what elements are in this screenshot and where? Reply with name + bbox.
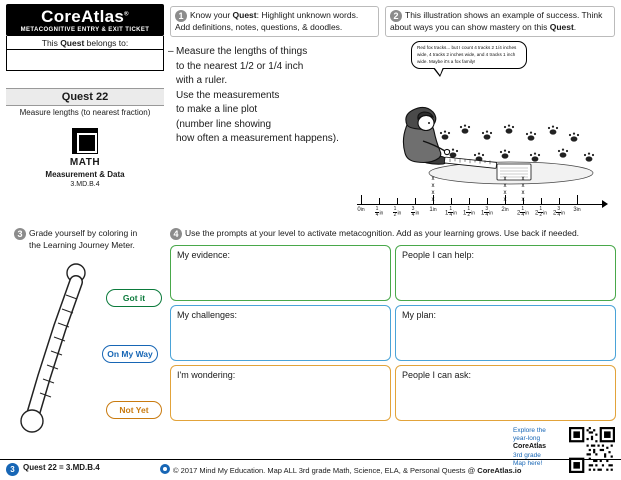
tick-3-unit: in <box>415 210 420 217</box>
panel4-prompt-text: Use the prompts at your level to activate metacognition. Add as your learning grows. Use back if needed. <box>185 228 580 238</box>
tick-7 <box>487 198 488 205</box>
tick-12-unit: in <box>576 207 581 213</box>
qr-line4: Map here! <box>513 460 543 468</box>
quest-number: Quest 22 <box>6 88 164 106</box>
logo-subtitle: METACOGNITIVE ENTRY & EXIT TICKET <box>20 27 150 33</box>
tick-6-den: 2 <box>467 212 471 219</box>
plot-mark-2in-2: x <box>503 190 507 196</box>
tick-1-num: 1 <box>375 206 379 212</box>
tick-2-num: 1 <box>393 206 397 212</box>
panel2-prompt-post: . <box>573 22 577 32</box>
grade-badge: 3 <box>6 463 19 476</box>
tick-3-num: 3 <box>411 206 415 212</box>
plot-mark-2quarter-1: x <box>521 197 525 203</box>
tick-5-unit: in <box>453 210 458 217</box>
tick-2 <box>397 198 398 205</box>
tick-11-den: 4 <box>557 212 561 219</box>
tick-0-whole: 0 <box>357 207 361 213</box>
footer-left <box>6 463 100 476</box>
tick-7-unit: in <box>489 210 494 217</box>
tick-1-unit: in <box>379 210 384 217</box>
meter-level-on-my-way[interactable]: On My Way <box>102 345 158 363</box>
tick-5-den: 4 <box>449 212 453 219</box>
qr-line1: Explore the <box>513 427 546 434</box>
quest-text-line-0: Measure the lengths of things <box>176 46 308 58</box>
coreatlas-logo <box>6 4 164 36</box>
tick-11-num: 3 <box>557 206 561 212</box>
tick-8-unit: in <box>504 207 509 213</box>
logo-core: Core <box>41 7 82 26</box>
belongs-quest-word: Quest <box>60 38 85 48</box>
cell-people-i-can-help[interactable]: People I can help: <box>395 245 616 301</box>
cell-my-plan[interactable]: My plan: <box>395 305 616 361</box>
math-square-icon <box>72 128 98 154</box>
subject-name: MATH <box>69 157 101 168</box>
quest-identity-block <box>6 88 164 117</box>
plot-mark-1in-1: x <box>431 197 435 203</box>
dash-marker: – <box>168 46 174 58</box>
tick-4-unit: in <box>432 207 437 213</box>
panel3-prompt-line2: the Learning Journey Meter. <box>29 240 135 250</box>
panel2-prompt-box <box>385 6 615 37</box>
panel1-prompt-text <box>175 10 358 32</box>
subject-block <box>6 128 164 188</box>
cell-my-challenges[interactable]: My challenges: <box>170 305 391 361</box>
panel3-prompt <box>14 228 166 251</box>
illustration-artwork <box>393 85 603 185</box>
number-line-arrow <box>602 200 608 208</box>
quest-text-line-2: with a ruler. <box>176 75 228 87</box>
prompt-grid <box>170 245 616 421</box>
plot-mark-2quarter-4: x <box>521 176 525 182</box>
tick-0 <box>361 195 362 205</box>
belongs-suffix: belongs to: <box>84 38 129 48</box>
quest-text-line-5: (number line showing <box>176 118 272 130</box>
panel1-prompt-pre: Know your <box>190 10 233 20</box>
standard-code: 3.MD.B.4 <box>70 181 100 188</box>
panel-know-your-quest <box>170 6 379 147</box>
student-name-field[interactable] <box>6 50 164 71</box>
panel2-prompt-quest: Quest <box>549 22 574 32</box>
plot-mark-2in-1: x <box>503 197 507 203</box>
tick-label-12 <box>566 207 588 213</box>
quest-text-line-6: how often a measurement happens). <box>176 133 339 145</box>
tick-11-whole: 2 <box>552 210 557 217</box>
tick-1 <box>379 198 380 205</box>
tick-1-den: 4 <box>375 212 379 219</box>
line-plot-number-line <box>357 176 607 226</box>
tick-7-den: 4 <box>485 212 489 219</box>
step-2-badge: 2 <box>390 10 402 22</box>
belongs-to-label <box>6 36 164 50</box>
logo-trademark: ® <box>124 11 129 18</box>
tick-2-unit: in <box>397 210 402 217</box>
panel3-prompt-line1: Grade yourself by coloring in <box>29 228 138 238</box>
tick-6-unit: in <box>471 210 476 217</box>
cell-my-evidence[interactable]: My evidence: <box>170 245 391 301</box>
tick-8-whole: 2 <box>501 207 505 213</box>
plot-mark-1in-2: x <box>431 190 435 196</box>
tick-10 <box>541 198 542 205</box>
panel2-prompt-pre: This illustration shows an example of success. Think about ways you can show mastery on this <box>390 10 603 32</box>
brand-block <box>6 4 164 71</box>
tick-6-whole: 1 <box>462 210 467 217</box>
tick-10-num: 1 <box>539 206 543 212</box>
tick-4-whole: 1 <box>429 207 433 213</box>
footer-site-core: Core <box>477 466 495 475</box>
tick-5-num: 1 <box>449 206 453 212</box>
footer <box>0 459 621 480</box>
panel4-prompt <box>170 228 616 240</box>
tick-9-whole: 2 <box>516 210 521 217</box>
quest-text-body[interactable] <box>170 45 379 147</box>
quest-text-line-3: Use the measurements <box>176 89 280 101</box>
tick-11 <box>559 198 560 205</box>
quest-text-line-1: to the nearest 1/2 or 1/4 inch <box>176 60 304 72</box>
step-3-badge: 3 <box>14 228 26 240</box>
tick-5 <box>451 198 452 205</box>
step-1-badge: 1 <box>175 10 187 22</box>
mme-dot-icon <box>160 464 170 474</box>
footer-quest-standard: Quest 22 = 3.MD.B.4 <box>23 463 100 472</box>
cell-im-wondering[interactable]: I'm wondering: <box>170 365 391 421</box>
tick-12 <box>577 195 578 205</box>
footer-copyright <box>160 464 521 475</box>
tick-6 <box>469 198 470 205</box>
panel-illustration <box>385 6 615 189</box>
panel-metacognition-prompts <box>170 228 616 421</box>
plot-mark-2in-3: x <box>503 183 507 189</box>
plot-mark-2quarter-2: x <box>521 190 525 196</box>
panel1-prompt-post: : Highlight unknown words. <box>256 10 359 20</box>
subject-domain: Measurement & Data <box>45 170 125 179</box>
number-line-axis <box>357 204 605 205</box>
tick-10-unit: in <box>543 210 548 217</box>
tick-6-num: 1 <box>467 206 471 212</box>
tick-0-unit: in <box>360 207 365 213</box>
tick-9-den: 4 <box>521 212 525 219</box>
quest-description: Measure lengths (to nearest fraction) <box>19 108 151 117</box>
panel1-prompt-line2: Add definitions, notes, questions, & doodles. <box>175 22 343 32</box>
meter-thermometer-graphic[interactable] <box>14 259 104 439</box>
tick-3 <box>415 198 416 205</box>
panel-learning-journey-meter <box>14 228 166 439</box>
tick-5-whole: 1 <box>444 210 449 217</box>
tick-12-whole: 3 <box>573 207 577 213</box>
quest-text-line-4: to make a line plot <box>176 104 258 116</box>
belongs-prefix: This <box>41 38 61 48</box>
tick-10-den: 2 <box>539 212 543 219</box>
footer-site-atlas: Atlas <box>494 466 513 475</box>
qr-brand-core: Core <box>513 443 529 451</box>
logo-wordmark <box>8 8 162 25</box>
meter-level-not-yet[interactable]: Not Yet <box>106 401 162 419</box>
tick-9-num: 1 <box>521 206 525 212</box>
footer-copyright-text: © 2017 Mind My Education. Map ALL 3rd grade Math, Science, ELA, & Personal Quests @ <box>173 466 478 475</box>
qr-line3: 3rd grade <box>513 452 541 459</box>
plot-mark-2in-4: x <box>503 176 507 182</box>
qr-line2: year-long <box>513 435 541 443</box>
plot-mark-1in-3: x <box>431 183 435 189</box>
learning-journey-meter[interactable] <box>14 259 166 439</box>
logo-atlas: Atlas <box>81 7 125 26</box>
tick-9-unit: in <box>525 210 530 217</box>
tick-7-whole: 1 <box>480 210 485 217</box>
plot-mark-2quarter-3: x <box>521 183 525 189</box>
speech-bubble: Red fox tracks... but I count 4 tracks 2 1/4 inches wide, 4 tracks 2 inches wide, and 4 tracks 1 inch wide. Maybe it's a fox family! <box>411 41 527 69</box>
tick-2-den: 2 <box>393 212 397 219</box>
tick-11-unit: in <box>561 210 566 217</box>
tick-10-whole: 2 <box>534 210 539 217</box>
footer-site-tld: .io <box>512 466 522 475</box>
step-4-badge: 4 <box>170 228 182 240</box>
panel1-prompt-box <box>170 6 379 37</box>
tick-7-num: 3 <box>485 206 489 212</box>
panel1-prompt-quest: Quest <box>232 10 257 20</box>
cell-people-i-can-ask[interactable]: People I can ask: <box>395 365 616 421</box>
tick-3-den: 4 <box>411 212 415 219</box>
child-measuring-animal-tracks-illustration <box>385 39 615 189</box>
meter-level-got-it[interactable]: Got it <box>106 289 162 307</box>
plot-mark-1in-4: x <box>431 176 435 182</box>
qr-brand-atlas: Atlas <box>528 443 547 451</box>
